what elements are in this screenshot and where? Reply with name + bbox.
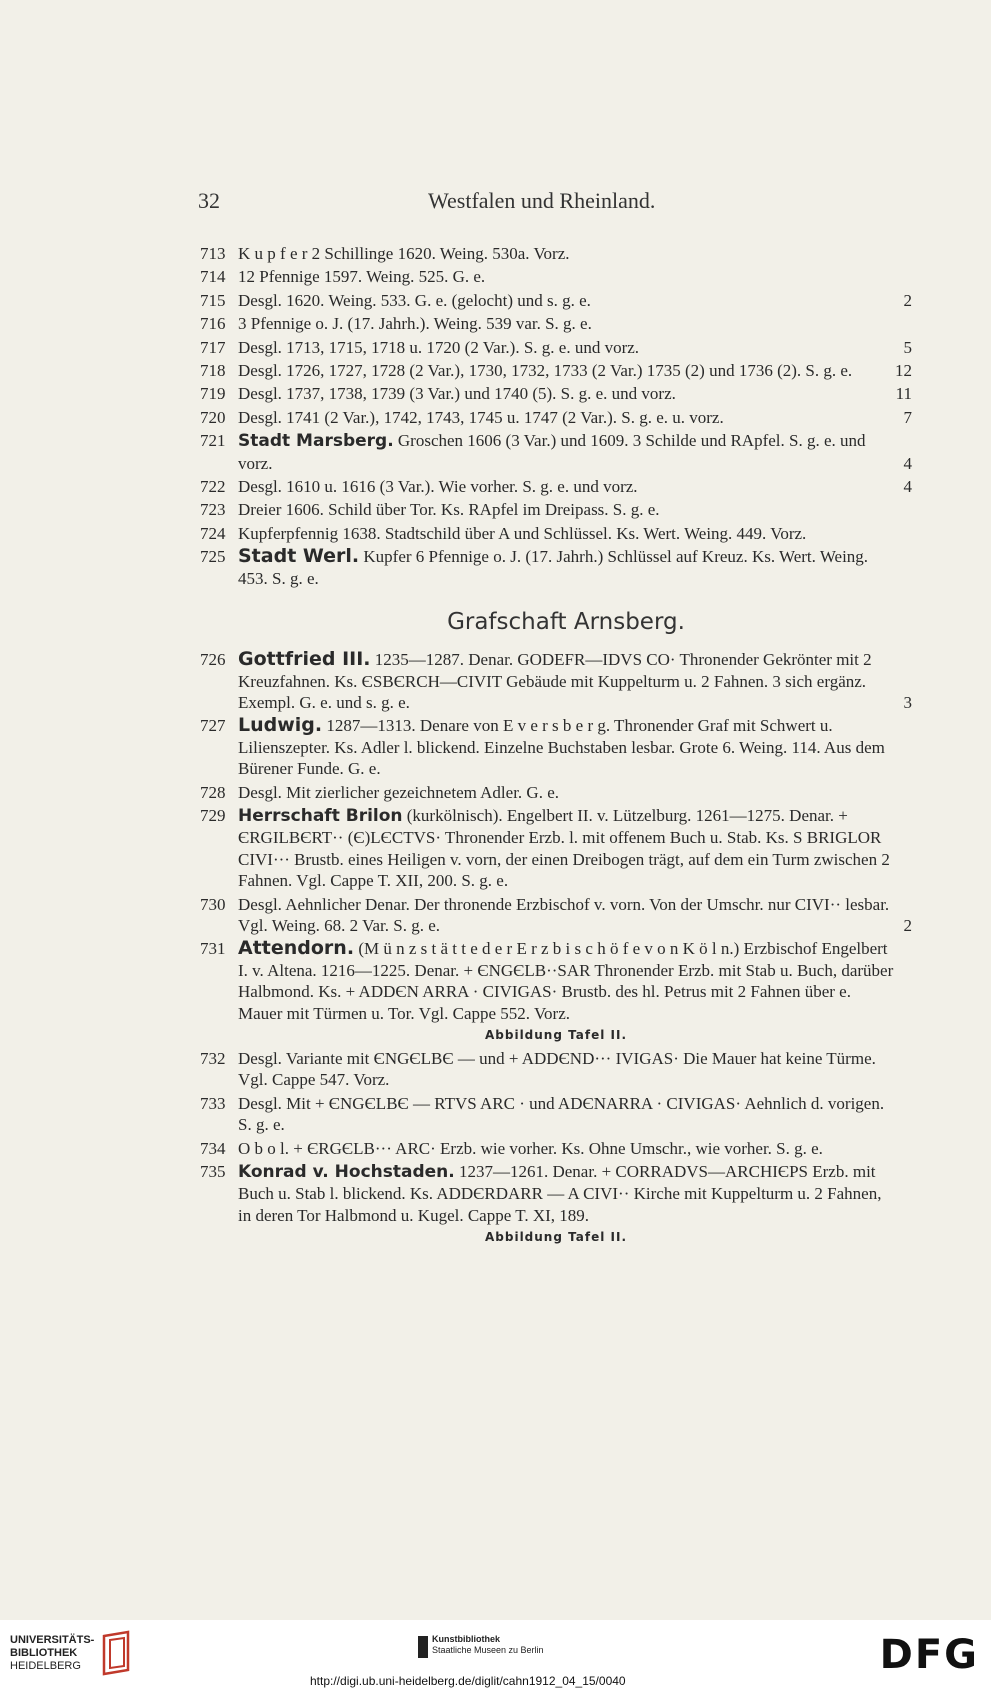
catalog-entries <box>200 243 912 1250</box>
entry-text: Desgl. 1610 u. 1616 (3 Var.). Wie vorher. S. g. e. und vorz. <box>238 477 638 497</box>
page-number: 32 <box>198 188 220 213</box>
catalog-entry <box>200 546 912 589</box>
entry-text: Dreier 1606. Schild über Tor. Ks. RApfel im Dreipass. S. g. e. <box>238 500 660 520</box>
entry-number: 734 <box>200 1138 226 1158</box>
catalog-entry <box>200 649 912 713</box>
entry-text-block <box>238 290 912 311</box>
entry-number: 732 <box>200 1049 226 1068</box>
entries-group-a <box>200 243 912 589</box>
entry-number: 725 <box>200 547 226 567</box>
entry-text-block <box>238 243 912 264</box>
kunstbibliothek-icon <box>418 1636 428 1658</box>
page-title: Westfalen und Rheinland. <box>428 188 656 213</box>
entry-text: 1235—1287. Denar. GODEFR—IDVS CO· Thronender Gekrönter mit 2 Kreuzfahnen. Ks. ЄSBЄRCH—CIVIT Gebäude mit Kuppelturm u. 2 Fahnen. 3 sich ergänz. Exempl. G. e. und s. g. e. <box>238 650 872 712</box>
entry-text-block <box>238 782 912 803</box>
entry-number: 728 <box>200 782 226 802</box>
entry-number: 735 <box>200 1162 226 1182</box>
entry-text-block <box>238 476 912 497</box>
entry-text-block <box>238 360 912 381</box>
entry-text: Desgl. 1741 (2 Var.), 1742, 1743, 1745 u. 1747 (2 Var.). S. g. e. u. vorz. <box>238 407 724 427</box>
entry-text-block <box>238 1048 912 1091</box>
entries-group-c <box>200 1048 912 1226</box>
entry-text-block <box>238 523 912 544</box>
entry-price: 12 <box>895 361 912 381</box>
entry-price: 2 <box>903 290 912 310</box>
catalog-entry <box>200 290 912 311</box>
entry-text-block <box>238 805 912 892</box>
entry-text: Desgl. 1713, 1715, 1718 u. 1720 (2 Var.). S. g. e. und vorz. <box>238 337 640 357</box>
footer-bar <box>0 1620 991 1690</box>
entry-lead: Ludwig. <box>238 714 323 737</box>
entry-text-block <box>238 430 912 474</box>
ub-logo-icon <box>100 1630 134 1678</box>
entry-number: 722 <box>200 477 226 497</box>
ub-heidelberg-logo[interactable] <box>10 1634 94 1673</box>
entry-price: 7 <box>903 407 912 427</box>
catalog-entry <box>200 499 912 520</box>
entry-text: 12 Pfennige 1597. Weing. 525. G. e. <box>238 267 486 287</box>
catalog-entry <box>200 938 912 1024</box>
dfg-logo[interactable]: DFG <box>879 1632 979 1678</box>
entry-text-block <box>238 1161 912 1226</box>
entry-text: Desgl. Mit zierlicher gezeichnetem Adler. G. e. <box>238 782 559 802</box>
entry-text: O b o l. + ЄRGЄLB··· ARC· Erzb. wie vorher. Ks. Ohne Umschr., wie vorher. S. g. e. <box>238 1138 823 1158</box>
catalog-entry <box>200 523 912 544</box>
entry-text: Kupferpfennig 1638. Stadtschild über A und Schlüssel. Ks. Wert. Weing. 449. Vorz. <box>238 523 807 543</box>
entry-text-block <box>238 1138 912 1159</box>
entry-price: 4 <box>903 453 912 473</box>
catalog-entry <box>200 1138 912 1159</box>
entry-number: 726 <box>200 650 226 670</box>
entry-text-block <box>238 407 912 428</box>
entry-text: Desgl. 1737, 1738, 1739 (3 Var.) und 1740 (5). S. g. e. und vorz. <box>238 384 676 404</box>
entry-number: 715 <box>200 290 226 310</box>
entry-text-block <box>238 383 912 404</box>
catalog-entry <box>200 266 912 287</box>
kunstbibliothek-logo[interactable] <box>432 1634 544 1656</box>
entry-lead: Konrad v. Hochstaden. <box>238 1162 455 1183</box>
entry-lead: Herrschaft Brilon <box>238 805 403 826</box>
entry-number: 720 <box>200 407 226 427</box>
entry-text: Desgl. Variante mit ЄNGЄLBЄ — und + ADDЄND··· IVIGAS· Die Mauer hat keine Türme. Vgl. Cappe 547. Vorz. <box>238 1049 876 1090</box>
entry-number: 731 <box>200 939 226 959</box>
entry-number: 717 <box>200 337 226 357</box>
ub-line: UNIVERSITÄTS- <box>10 1634 95 1646</box>
entry-text-block <box>238 649 912 713</box>
entry-number: 729 <box>200 805 226 825</box>
entry-number: 714 <box>200 267 226 287</box>
entry-number: 733 <box>200 1093 226 1113</box>
entry-text-block <box>238 337 912 358</box>
catalog-entry <box>200 337 912 358</box>
plate-reference: Abbildung Tafel II. <box>484 1028 627 1042</box>
catalog-entry <box>200 243 912 264</box>
entry-text: 1237—1261. Denar. + CORRADVS—ARCHIЄPS Erzb. mit Buch u. Stab l. blickend. Ks. ADDЄRDARR — A CIVI·· Kirche mit Kuppelturm u. 2 Fahnen, in deren Tor Halbmond u. Kugel. Cappe T. XI, 189. <box>238 1162 882 1225</box>
entry-text-block <box>238 313 912 334</box>
catalog-entry <box>200 430 912 474</box>
entry-lead: Stadt Marsberg. <box>238 431 394 452</box>
entries-group-b <box>200 649 912 1024</box>
entry-price: 5 <box>903 337 912 357</box>
ub-line: HEIDELBERG <box>10 1660 81 1672</box>
entry-number: 716 <box>200 314 226 334</box>
entry-text: (M ü n z s t ä t t e d e r E r z b i s c h ö f e v o n K ö l n.) Erzbischof Engelbert I. v. Altena. 1216—1225. Denar. + ЄNGЄLB··SAR Thronender Erzb. mit Stab u. Buch, darüber Halbmond. Ks. + ADDЄN ARRA · CIVIGAS· Brustb. des hl. Petrus mit 2 Fahnen über e. Mauer mit Türmen u. Tor. Vgl. Cappe 552. Vorz. <box>238 939 894 1023</box>
entry-text: Kupfer 6 Pfennige o. J. (17. Jahrh.) Schlüssel auf Kreuz. Ks. Wert. Weing. 453. S. g. e. <box>238 547 869 588</box>
kb-line: Kunstbibliothek <box>432 1634 500 1644</box>
catalog-entry <box>200 805 912 892</box>
entry-number: 719 <box>200 384 226 404</box>
catalog-entry <box>200 407 912 428</box>
catalog-entry <box>200 313 912 334</box>
catalog-entry <box>200 894 912 937</box>
section-heading: Grafschaft Arnsberg. <box>447 609 685 636</box>
catalog-entry <box>200 360 912 381</box>
entry-price: 2 <box>903 915 912 935</box>
entry-text: Desgl. 1726, 1727, 1728 (2 Var.), 1730, 1732, 1733 (2 Var.) 1735 (2) und 1736 (2). S. g. e. <box>238 361 853 381</box>
entry-lead: Stadt Werl. <box>238 545 360 568</box>
entry-text: 1287—1313. Denare von E v e r s b e r g. Thronender Graf mit Schwert u. Lilienszepter. Ks. Adler l. blickend. Einzelne Buchstaben lesbar. Grote 6. Weing. 114. Aus dem Bürener Funde. G. e. <box>238 716 885 779</box>
entry-lead: Gottfried III. <box>238 648 371 671</box>
entry-number: 727 <box>200 716 226 736</box>
entry-number: 718 <box>200 361 226 381</box>
catalog-entry <box>200 476 912 497</box>
entry-text-block <box>238 546 912 589</box>
entry-lead: Attendorn. <box>238 937 355 960</box>
ub-line: BIBLIOTHEK <box>10 1647 78 1659</box>
plate-reference: Abbildung Tafel II. <box>484 1230 627 1245</box>
catalog-entry <box>200 1048 912 1091</box>
entry-text: Desgl. Mit + ЄNGЄLBЄ — RTVS ARC · und ADЄNARRA · CIVIGAS· Aehnlich d. vorigen. S. g. e. <box>238 1093 885 1135</box>
entry-text: 3 Pfennige o. J. (17. Jahrh.). Weing. 539 var. S. g. e. <box>238 314 592 334</box>
catalog-entry <box>200 383 912 404</box>
entry-price: 3 <box>903 692 912 712</box>
catalog-entry <box>200 782 912 803</box>
entry-text: Groschen 1606 (3 Var.) und 1609. 3 Schilde und RApfel. S. g. e. und vorz. <box>238 431 866 473</box>
entry-price: 4 <box>903 477 912 497</box>
catalog-entry <box>200 715 912 779</box>
entry-text-block <box>238 715 912 779</box>
entry-text-block <box>238 938 912 1024</box>
entry-number: 713 <box>200 244 226 263</box>
catalog-entry <box>200 1161 912 1226</box>
entry-number: 723 <box>200 500 226 520</box>
entry-price: 11 <box>895 384 912 404</box>
entry-number: 724 <box>200 523 226 543</box>
entry-text-block <box>238 894 912 937</box>
entry-text-block <box>238 499 912 520</box>
entry-text: Desgl. Aehnlicher Denar. Der thronende Erzbischof v. vorn. Von der Umschr. nur CIVI·· lesbar. Vgl. Weing. 68. 2 Var. S. g. e. <box>238 894 890 935</box>
entry-text: K u p f e r 2 Schillinge 1620. Weing. 530a. Vorz. <box>238 244 570 263</box>
entry-number: 730 <box>200 894 226 914</box>
entry-number: 721 <box>200 431 226 451</box>
catalog-entry <box>200 1093 912 1136</box>
page-header <box>0 188 991 218</box>
entry-text-block <box>238 266 912 287</box>
permalink-url[interactable]: http://digi.ub.uni-heidelberg.de/diglit/cahn1912_04_15/0040 <box>310 1674 626 1688</box>
entry-text-block <box>238 1093 912 1136</box>
kb-line: Staatliche Museen zu Berlin <box>432 1645 544 1655</box>
entry-text: (kurkölnisch). Engelbert II. v. Lützelburg. 1261—1275. Denar. + ЄRGILBЄRT·· (Є)LЄCTVS· Thronender Erzb. l. mit offenem Buch u. Stab. Ks. S BRIGLOR CIVI··· Brustb. eines Heiligen v. vorn, der einen Dreibogen trägt, auf dem ein Turm zwischen 2 Fahnen. Vgl. Cappe T. XII, 200. S. g. e. <box>238 805 890 891</box>
entry-text: Desgl. 1620. Weing. 533. G. e. (gelocht) und s. g. e. <box>238 290 591 310</box>
